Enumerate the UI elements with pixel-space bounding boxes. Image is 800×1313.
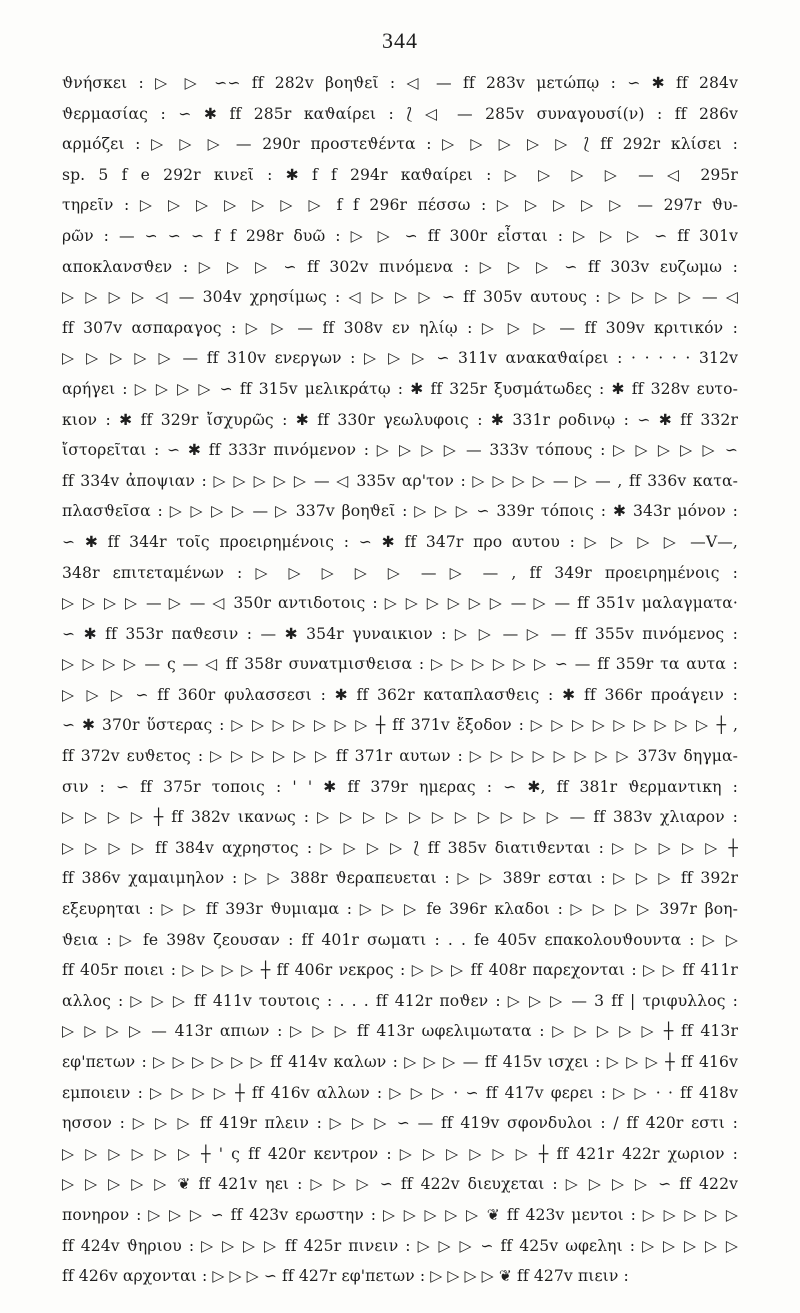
index-line: τηρεῖν : ▷ ▷ ▷ ▷ ▷ ▷ ▷ f f 296r πέσσω : ▷ ▷ ▷ ▷ ▷ — 297r ϑυ-	[62, 196, 738, 215]
index-line: ff 426v αρχονται : ▷ ▷ ▷ ∽ ff 427r εφ'πετων : ▷ ▷ ▷ ▷ ❦ ff 427v πιειν :	[62, 1267, 629, 1286]
index-line: πονηρον : ▷ ▷ ▷ ∽ ff 423v ερωστην : ▷ ▷ ▷ ▷ ▷ ❦ ff 423v μεντοι : ▷ ▷ ▷ ▷ ▷	[62, 1205, 738, 1224]
index-line: ▷ ▷ ▷ ▷ ff 384v αχρηστος : ▷ ▷ ▷ ▷ ⟅ ff 385v διατιϑενται : ▷ ▷ ▷ ▷ ▷ ┼	[62, 838, 738, 857]
index-line: ▷ ▷ ▷ ∽ ff 360r φυλασσεσι : ✱ ff 362r καταπλασϑεις : ✱ ff 366r προάγειν :	[62, 685, 738, 704]
index-line: πλασϑεῖσα : ▷ ▷ ▷ ▷ — ▷ 337v βοηϑεῖ : ▷ ▷ ▷ ∽ 339r τόποις : ✱ 343r μόνον :	[62, 502, 738, 521]
index-line: ησσον : ▷ ▷ ▷ ff 419r πλειν : ▷ ▷ ▷ ∽ — ff 419v σφονδυλοι : / ff 420r εστι :	[62, 1114, 738, 1133]
index-line: ▷ ▷ ▷ ▷ ▷ ▷ ┼ ' ς ff 420r κεντρον : ▷ ▷ ▷ ▷ ▷ ▷ ┼ ff 421r 422r χωριον :	[62, 1144, 738, 1163]
index-line: σιν : ∽ ff 375r τοποις : ' ' ✱ ff 379r ημερας : ∽ ✱, ff 381r ϑερμαντικη :	[62, 777, 738, 796]
index-line: ϑνήσκει : ▷ ▷ ∽∽ ff 282v βοηϑεῖ : ◁ — ff 283v μετώπῳ : ∽ ✱ ff 284v	[62, 74, 738, 92]
index-line: ρῶν : — ∽ ∽ ∽ f f 298r δυῶ : ▷ ▷ ∽ ff 300r εἶσται : ▷ ▷ ▷ ∽ ff 301v	[62, 226, 738, 245]
index-line: sp. 5 f e 292r κινεῖ : ✱ f f 294r καϑαίρει : ▷ ▷ ▷ ▷ — ◁ 295r	[62, 165, 738, 184]
page-number: 344	[382, 28, 418, 53]
index-line: ∽ ✱ 370r ὕστερας : ▷ ▷ ▷ ▷ ▷ ▷ ▷ ┼ ff 371v ἔξοδον : ▷ ▷ ▷ ▷ ▷ ▷ ▷ ▷ ▷ ┼ ,	[62, 716, 738, 735]
index-line: ▷ ▷ ▷ ▷ — ς — ◁ ff 358r συνατμισϑεισα : ▷ ▷ ▷ ▷ ▷ ▷ ∽ — ff 359r τα αυτα :	[62, 655, 738, 674]
index-line: ▷ ▷ ▷ ▷ — 413r απιων : ▷ ▷ ▷ ff 413r ωφελιμωτατα : ▷ ▷ ▷ ▷ ▷ ┼ ff 413r	[62, 1022, 738, 1041]
index-text-block	[62, 68, 738, 1292]
index-line: ϑερμασίας : ∽ ✱ ff 285r καϑαίρει : ⟅ ◁ — 285v συναγουσί(ν) : ff 286v	[62, 104, 738, 123]
index-line: ff 386v χαμαιμηλον : ▷ ▷ 388r ϑεραπευεται : ▷ ▷ 389r εσται : ▷ ▷ ▷ ff 392r	[62, 869, 738, 888]
index-line: εφ'πετων : ▷ ▷ ▷ ▷ ▷ ▷ ff 414v καλων : ▷ ▷ ▷ — ff 415v ισχει : ▷ ▷ ▷ ┼ ff 416v	[62, 1053, 738, 1071]
index-line: ∽ ✱ ff 353r παϑεσιν : — ✱ 354r γυναικιον : ▷ ▷ — ▷ — ff 355v πινόμενος :	[62, 624, 738, 643]
index-line: ∽ ✱ ff 344r τοῖς προειρημένοις : ∽ ✱ ff 347r προ αυτου : ▷ ▷ ▷ ▷ —V—,	[62, 532, 738, 551]
index-line: αλλος : ▷ ▷ ▷ ff 411v τουτοις : . . . ff 412r ποϑεν : ▷ ▷ ▷ — 3 ff | τριφυλλος :	[62, 991, 738, 1010]
index-line: ▷ ▷ ▷ ▷ — ▷ — ◁ 350r αντιδοτοις : ▷ ▷ ▷ ▷ ▷ ▷ — ▷ — ff 351v μαλαγματα·	[62, 594, 738, 613]
index-line: ἴστορεῖται : ∽ ✱ ff 333r πινόμενον : ▷ ▷ ▷ ▷ — 333v τόπους : ▷ ▷ ▷ ▷ ▷ ∽	[62, 441, 738, 460]
index-line: 348r επιτεταμένων : ▷ ▷ ▷ ▷ ▷ — ▷ — , ff 349r προειρημένοις :	[62, 563, 738, 582]
index-line: ▷ ▷ ▷ ▷ ┼ ff 382v ικανως : ▷ ▷ ▷ ▷ ▷ ▷ ▷ ▷ ▷ ▷ ▷ — ff 383v χλιαρον :	[62, 808, 738, 827]
index-line: ϑεια : ▷ fe 398v ζεουσαν : ff 401r σωματι : . . fe 405v επακολουϑουντα : ▷ ▷	[62, 930, 738, 949]
index-line: ▷ ▷ ▷ ▷ ◁ — 304v χρησίμως : ◁ ▷ ▷ ▷ ∽ ff 305v αυτους : ▷ ▷ ▷ ▷ — ◁	[62, 288, 738, 307]
index-line: εξευρηται : ▷ ▷ ff 393r ϑυμιαμα : ▷ ▷ ▷ fe 396r κλαδοι : ▷ ▷ ▷ ▷ 397r βοη-	[62, 900, 738, 919]
index-line: ff 372v ευϑετος : ▷ ▷ ▷ ▷ ▷ ▷ ff 371r αυτων : ▷ ▷ ▷ ▷ ▷ ▷ ▷ ▷ 373v δηγμα-	[62, 747, 738, 766]
index-line: αρμόζει : ▷ ▷ ▷ — 290r προστεϑέντα : ▷ ▷ ▷ ▷ ▷ ⟅ ff 292r κλίσει :	[62, 135, 738, 154]
index-line: αρήγει : ▷ ▷ ▷ ▷ ∽ ff 315v μελικράτῳ : ✱ ff 325r ξυσμάτωδες : ✱ ff 328v ευτο-	[62, 379, 738, 398]
index-line: κιον : ✱ ff 329r ἴσχυρῶς : ✱ ff 330r γεωλυφοις : ✱ 331r ροδινῳ : ∽ ✱ ff 332r	[62, 410, 738, 429]
index-line: εμποιειν : ▷ ▷ ▷ ▷ ┼ ff 416v αλλων : ▷ ▷ ▷ · ∽ ff 417v φερει : ▷ ▷ · · ff 418v	[62, 1083, 738, 1102]
index-line: ff 424v ϑηριου : ▷ ▷ ▷ ▷ ff 425r πινειν : ▷ ▷ ▷ ∽ ff 425v ωφεληι : ▷ ▷ ▷ ▷ ▷	[62, 1236, 738, 1255]
index-line: ff 307v ασπαραγος : ▷ ▷ — ff 308v εν ηλίῳ : ▷ ▷ ▷ — ff 309v κριτικόν :	[62, 318, 738, 337]
index-line: ff 334v ἀποψιαν : ▷ ▷ ▷ ▷ ▷ — ◁ 335v αρ'τον : ▷ ▷ ▷ ▷ — ▷ — , ff 336v κατα-	[62, 471, 738, 490]
index-line: ff 405r ποιει : ▷ ▷ ▷ ▷ ┼ ff 406r νεκρος : ▷ ▷ ▷ ff 408r παρεχονται : ▷ ▷ ff 411r	[62, 961, 738, 980]
index-line: ▷ ▷ ▷ ▷ ▷ ❦ ff 421v ηει : ▷ ▷ ▷ ∽ ff 422v διευχεται : ▷ ▷ ▷ ▷ ∽ ff 422v	[62, 1175, 738, 1194]
index-line: αποκλανσϑεν : ▷ ▷ ▷ ∽ ff 302v πινόμενα : ▷ ▷ ▷ ∽ ff 303v ευζωμω :	[62, 257, 738, 276]
index-line: ▷ ▷ ▷ ▷ ▷ — ff 310v ενεργων : ▷ ▷ ▷ ∽ 311v ανακαϑαίρει : · · · · · 312v	[62, 349, 738, 368]
